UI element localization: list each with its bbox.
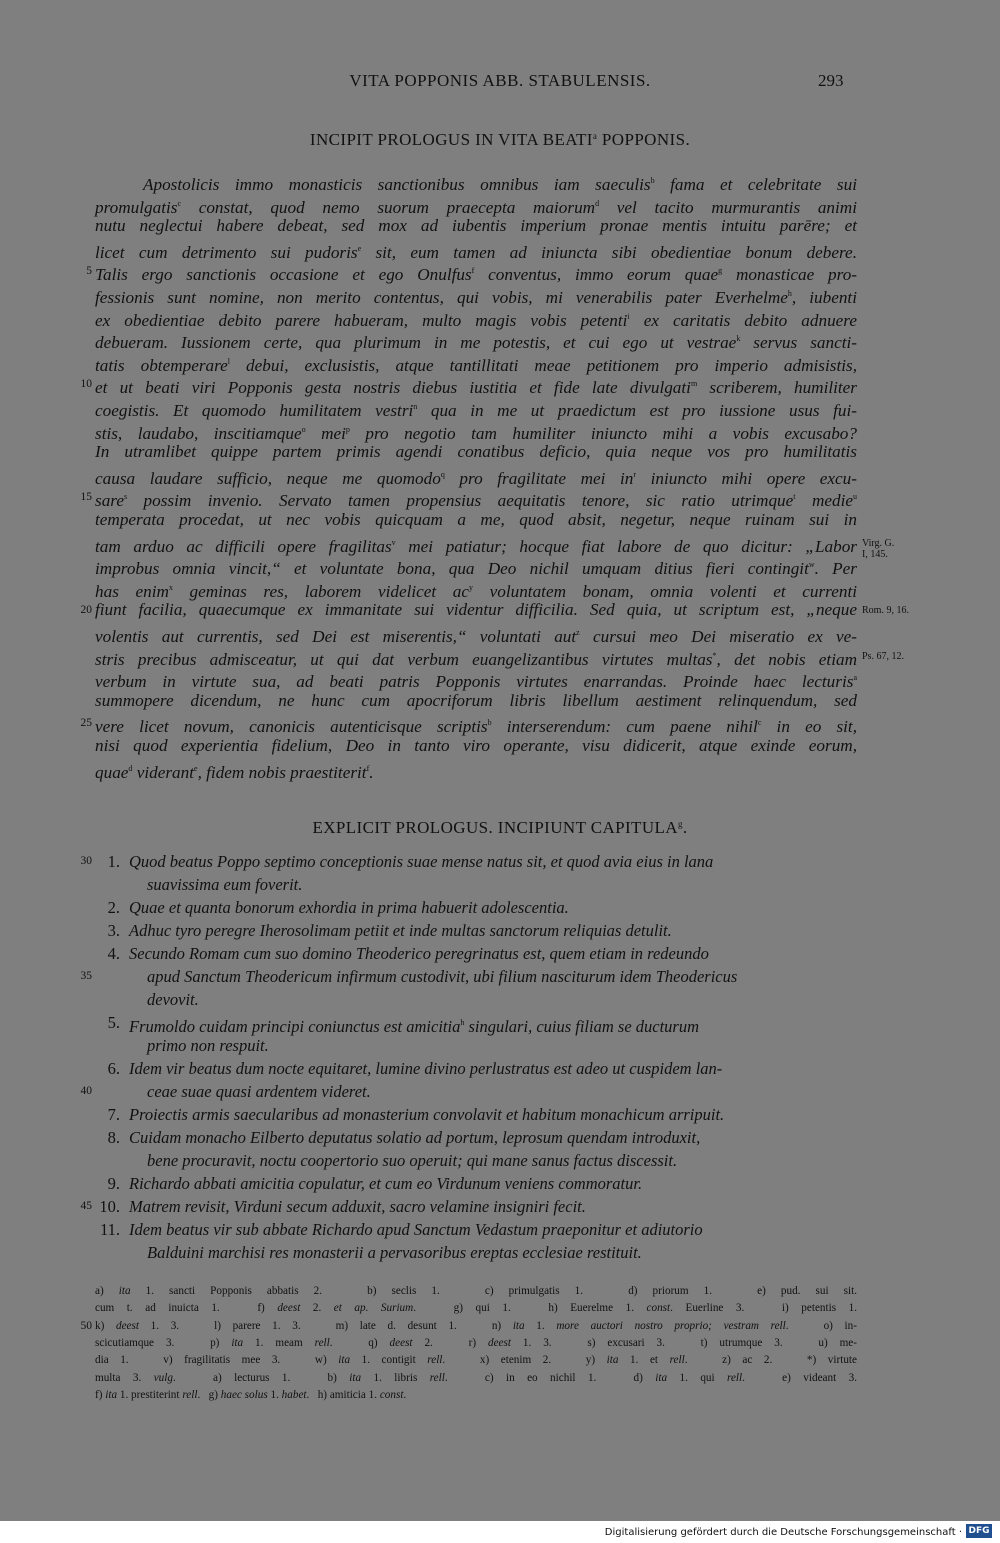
chapter-line: ceae suae quasi ardentem videret. (147, 1082, 371, 1101)
dfg-logo[interactable]: DFG (966, 1524, 992, 1538)
chapter-number: 10. (99, 1197, 120, 1216)
footnote-line: cum t. ad inuicta 1. f) deest 2. et ap. Surium. g) qui 1. h) Euerelme 1. const. Euerline 3. i) petentis 1. (95, 1302, 858, 1315)
line-number: 20 (80, 604, 92, 617)
prologue-line: temperata procedat, ut nec vobis quicquam a me, quod absit, negetur, neque ruinam sui in (95, 510, 857, 529)
prologue-line: improbus omnia vincit,“ et voluntate bona, qua Deo nichil umquam ditius fieri contingit$^w$. Per (95, 559, 857, 579)
prologue-line: causa laudare sufficio, neque me quomodo$^q$ pro fragilitate mei $in^r$ iniuncto mihi opere excu- (95, 468, 857, 488)
prologue-title: INCIPIT PROLOGUS IN VITA BEATI$^a$ POPPONIS. (309, 130, 691, 149)
chapter-line: devovit. (147, 990, 199, 1009)
chapter-number: 7. (107, 1105, 120, 1124)
prologue-line: tam arduo ac difficili opere fragilitas$^v$ mei patiatur; hocque fiat labore de quo dicitur: „Labor (95, 536, 857, 556)
footnote-line: multa 3. vulg. a) lecturus 1. b) ita 1. libris rell. c) in eo nichil 1. d) ita 1. qui rell. e) videant 3. (95, 1371, 858, 1384)
prologue-line: coegistis. Et quomodo humilitatem vestri$^n$ qua in me ut praedictum est pro iussione usus fui- (95, 401, 857, 420)
prologue-line: fessionis sunt nomine, non merito contentus, qui vobis, mi venerabilis pater Everhelme$^h$, iubenti (95, 288, 857, 307)
line-number: 25 (80, 717, 92, 730)
prologue-line: et ut beati viri Popponis gesta nostris diebus iustitia et fide late divulgati$^m$ scriberem, humiliter (95, 378, 857, 398)
prologue-line: Apostolicis immo monasticis sanctionibus omnibus iam saeculis$^b$ fama et celebritate sui (143, 175, 857, 194)
chapter-line: Matrem revisit, Virduni secum adduxit, sacro velamine insigniri fecit. (129, 1197, 586, 1216)
margin-reference: Rom. 9, 16. (862, 605, 909, 617)
line-number: 10 (80, 378, 92, 391)
prologue-line: vere licet novum, canonicis autenticisque scriptis$^b$ interserendum: cum paene nihil$^c$ in eo sit, (95, 717, 857, 737)
chapter-number: 2. (107, 898, 120, 917)
chapter-number: 1. (107, 852, 120, 871)
footnote-line: f) ita 1. prestiterint rell. g) haec solus 1. habet. h) amiticia 1. const. (95, 1388, 407, 1401)
line-number: 50 (80, 1319, 92, 1332)
prologue-line: In utramlibet quippe partem primis agendi conatibus deficio, quia neque vos pro humilitatis (95, 442, 857, 462)
prologue-line: licet cum detrimento sui pudoris$^e$ sit, eum tamen ad iniuncta sibi obedientiae bonum debere. (95, 242, 857, 262)
chapter-number: 4. (107, 944, 120, 963)
chapters-title: EXPLICIT PROLOGUS. INCIPIUNT CAPITULA$^g$. (312, 818, 688, 837)
prologue-line: has enim$^x$ geminas res, laborem videlicet $ac^y$ voluntatem bonam, omnia volenti et currenti (95, 581, 857, 601)
prologue-line: ex obedientiae debito parere habueram, multo magis vobis petenti$^i$ ex caritatis debito adnuere (95, 310, 857, 330)
chapter-line: Richardo abbati amicitia copulatur, et cum eo Virdunum veniens commoratur. (129, 1174, 643, 1193)
footnote-line: a) ita 1. sancti Popponis abbatis 2. b) seclis 1. c) primulgatis 1. d) priorum 1. e) pud. sui sit. (95, 1285, 857, 1297)
prologue-line: promulgatis$^c$ constat, quod nemo suorum praecepta maiorum$^d$ vel tacito murmurantis animi (95, 197, 857, 217)
running-title: VITA POPPONIS ABB. STABULENSIS. (349, 71, 651, 90)
chapter-line: Idem beatus vir sub abbate Richardo apud Sanctum Vedastum praeponitur et adiutorio (129, 1220, 703, 1239)
prologue-line: verbum in virtute sua, ad beati patris Popponis virtutes enarrandas. Proinde haec lecturis$^a$ (95, 672, 857, 692)
line-number: 5 (86, 265, 92, 278)
chapter-line: Adhuc tyro peregre Iherosolimam petiit et inde multas sanctorum reliquias detulit. (129, 921, 672, 940)
page-number: 293 (818, 71, 844, 90)
chapter-line: Balduini marchisi res monasterii a pervasoribus ereptas ecclesiae restituit. (147, 1243, 642, 1262)
chapter-line: Cuidam monacho Eilberto deputatus solatio ad portum, leprosum quendam introduxit, (129, 1128, 701, 1147)
chapter-line: primo non respuit. (147, 1036, 269, 1055)
chapter-line: bene procuravit, noctu coopertorio suo operuit; qui mane sanus factus discessit. (147, 1151, 678, 1170)
footnote-line: dia 1. v) fragilitatis mee 3. w) ita 1. contigit rell. x) etenim 2. y) ita 1. et rell. z) ac 2. *) virtute (95, 1354, 858, 1367)
line-number: 35 (80, 970, 92, 982)
chapter-number: 8. (107, 1128, 120, 1147)
prologue-line: Talis ergo sanctionis occasione et ego Onulfus$^f$ conventus, immo eorum quae$^g$ monasticae pro- (95, 265, 858, 285)
prologue-line: stris precibus admisceatur, ut qui dat verbum euangelizantibus virtutes multas*, det nobis etiam (95, 649, 857, 669)
prologue-line: debueram. Iussionem certe, qua plurimum in me potestis, et cui ego ut vestrae$^k$ servus sancti- (95, 333, 857, 353)
chapter-line: apud Sanctum Theodericum infirmum custodivit, ubi filium nasciturum idem Theodericus (147, 967, 738, 986)
prologue-line: tatis obtemperare$^l$ debui, exclusistis, atque tantillitati meae petitionem pro imperio admisistis, (95, 355, 857, 375)
chapter-line: Proiectis armis saecularibus ad monasterium convolavit et habitum monachicum arripuit. (129, 1105, 725, 1124)
chapter-number: 6. (107, 1059, 120, 1078)
prologue-line: quae$^d$ viderant$^e$, fidem nobis praestiterit$^f$. (95, 762, 374, 782)
prologue-line: summopere dicendum, ne hunc cum apocriforum libris libellum aestiment relinquendum, sed (95, 690, 857, 710)
chapter-number: 3. (107, 921, 120, 940)
line-number: 45 (80, 1200, 92, 1212)
prologue-line: volentis aut currentis, sed Dei est miserentis,“ voluntati aut$^z$ cursui meo Dei miseratio ex ve- (95, 627, 857, 646)
chapter-number: 11. (99, 1220, 120, 1239)
chapter-line: Quod beatus Poppo septimo conceptionis suae mense natus sit, et quod avia eius in lana (129, 852, 714, 871)
chapter-number: 9. (107, 1174, 120, 1193)
footnote-line: scicutiamque 3. p) ita 1. meam rell. q) deest 2. r) deest 1. 3. s) excusari 3. t) utrumque 3. u) me- (95, 1336, 858, 1349)
prologue-line: nisi quod experientia fidelium, Deo in tanto viro operante, visu didicerit, atque exinde eorum, (95, 736, 857, 755)
footnote-line: k) deest 1. 3. l) parere 1. 3. m) late d. desunt 1. n) ita 1. more auctori nostro proprio; vestram rell. o) in- (95, 1319, 857, 1332)
margin-reference: Ps. 67, 12. (862, 650, 904, 662)
line-number: 30 (80, 855, 92, 867)
funding-note[interactable]: Digitalisierung gefördert durch die Deutsche Forschungsgemeinschaft · (604, 1527, 962, 1538)
prologue-line: sare$^s$ possim invenio. Servato tamen propensius aequitatis tenore, sic ratio utrimque$^t$ medie$^u$ (95, 491, 858, 511)
margin-reference: Virg. G. I, 145. (862, 537, 895, 560)
line-number: 15 (80, 491, 92, 504)
prologue-line: fiunt facilia, quaecumque ex immanitate sui videntur difficilia. Sed quia, ut scriptum est, „neque (95, 600, 857, 620)
chapter-line: Quae et quanta bonorum exhordia in prima habuerit adolescentia. (129, 898, 569, 917)
prologue-line: stis, laudabo, inscitiamque$^o$ mei$^p$ pro negotio tam humiliter iniuncto mihi a vobis excusabo? (95, 423, 857, 443)
chapter-line: Secundo Romam cum suo domino Theoderico peregrinatus est, quem etiam in redeundo (129, 944, 709, 963)
chapter-number: 5. (107, 1013, 120, 1032)
chapter-line: suavissima eum foverit. (147, 875, 303, 894)
chapter-line: Idem vir beatus dum nocte equitaret, lumine divino perlustratus est adeo ut cuspidem lan- (129, 1059, 723, 1078)
line-number: 40 (80, 1085, 92, 1097)
chapter-line: Frumoldo cuidam principi coniunctus est amicitia$^h$ singulari, cuius filiam se ducturum (129, 1017, 700, 1036)
prologue-line: nutu neglectui habere debeat, sed mox ad iubentis imperium pronae mentis intuitu parēre; et (95, 216, 857, 236)
